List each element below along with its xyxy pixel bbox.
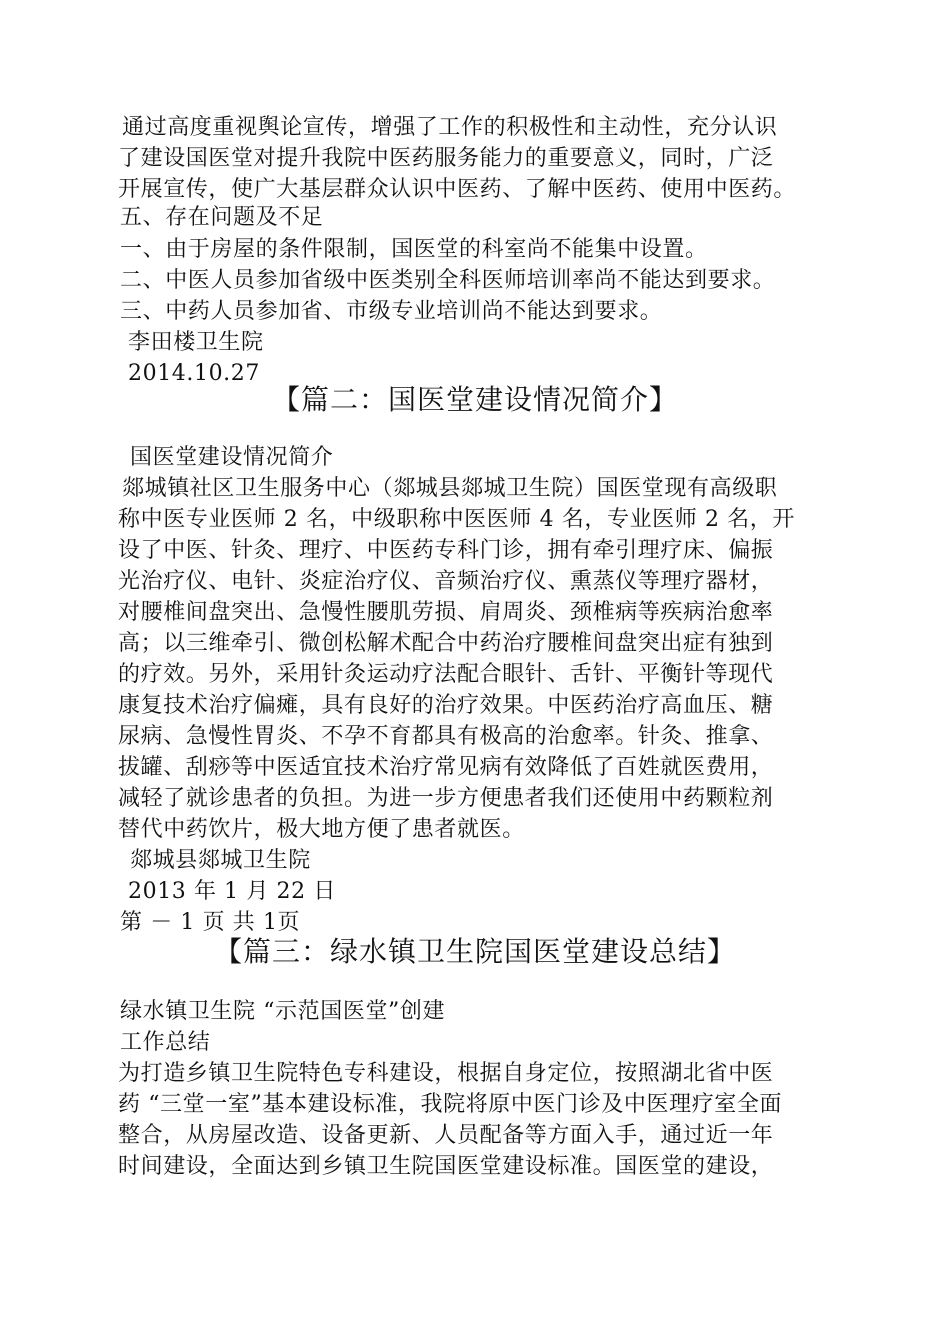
body-line: 康复技术治疗偏瘫，具有良好的治疗效果。中医药治疗高血压、糖 [118, 693, 774, 718]
body-line: 的疗效。另外，采用针灸运动疗法配合眼针、舌针、平衡针等现代 [118, 662, 774, 687]
section-subtitle: 工作总结 [120, 1030, 211, 1055]
body-line: 尿病、急慢性胃炎、不孕不育都具有极高的治愈率。针灸、推拿、 [118, 724, 774, 749]
body-line: 时间建设，全面达到乡镇卫生院国医堂建设标准。国医堂的建设， [118, 1154, 774, 1179]
paragraph-line: 了建设国医堂对提升我院中医药服务能力的重要意义，同时，广泛 [118, 146, 774, 171]
page-footer: 第 － 1 页 共 1页 [120, 910, 301, 935]
body-line: 郯城镇社区卫生服务中心（郯城县郯城卫生院）国医堂现有高级职 [122, 476, 778, 501]
section-heading: 【篇二：国医堂建设情况简介】 [271, 383, 678, 416]
signature-date: 2013 年 1 月 22 日 [128, 879, 336, 904]
body-line: 称中医专业医师 2 名，中级职称中医医师 4 名，专业医师 2 名，开 [118, 507, 795, 532]
paragraph-line: 通过高度重视舆论宣传，增强了工作的积极性和主动性，充分认识 [122, 115, 778, 140]
body-line: 光治疗仪、电针、炎症治疗仪、音频治疗仪、熏蒸仪等理疗器材， [118, 569, 774, 594]
paragraph-line: 开展宣传，使广大基层群众认识中医药、了解中医药、使用中医药。 [118, 177, 797, 202]
body-line: 减轻了就诊患者的负担。为进一步方便患者我们还使用中药颗粒剂 [118, 786, 774, 811]
section-heading: 【篇三：绿水镇卫生院国医堂建设总结】 [213, 935, 736, 968]
body-line: 高；以三维牵引、微创松解术配合中药治疗腰椎间盘突出症有独到 [118, 631, 774, 656]
problem-item: 三、中药人员参加省、市级专业培训尚不能达到要求。 [120, 299, 663, 324]
body-line: 药 “三堂一室”基本建设标准，我院将原中医门诊及中医理疗室全面 [118, 1092, 783, 1117]
section-title: 绿水镇卫生院 “示范国医堂”创建 [120, 999, 446, 1024]
section-title: 国医堂建设情况简介 [130, 445, 334, 470]
problems-heading: 五、存在问题及不足 [120, 205, 324, 230]
signature-date: 2014.10.27 [128, 361, 260, 386]
body-line: 对腰椎间盘突出、急慢性腰肌劳损、肩周炎、颈椎病等疾病治愈率 [118, 600, 774, 625]
problem-item: 一、由于房屋的条件限制，国医堂的科室尚不能集中设置。 [120, 237, 708, 262]
body-line: 替代中药饮片，极大地方便了患者就医。 [118, 817, 525, 842]
signature-org: 郯城县郯城卫生院 [130, 848, 311, 873]
problem-item: 二、中医人员参加省级中医类别全科医师培训率尚不能达到要求。 [120, 268, 776, 293]
body-line: 为打造乡镇卫生院特色专科建设，根据自身定位，按照湖北省中医 [118, 1061, 774, 1086]
body-line: 拔罐、刮痧等中医适宜技术治疗常见病有效降低了百姓就医费用， [118, 755, 774, 780]
signature-org: 李田楼卫生院 [128, 330, 264, 355]
body-line: 整合，从房屋改造、设备更新、人员配备等方面入手，通过近一年 [118, 1123, 774, 1148]
body-line: 设了中医、针灸、理疗、中医药专科门诊，拥有牵引理疗床、偏振 [118, 538, 774, 563]
